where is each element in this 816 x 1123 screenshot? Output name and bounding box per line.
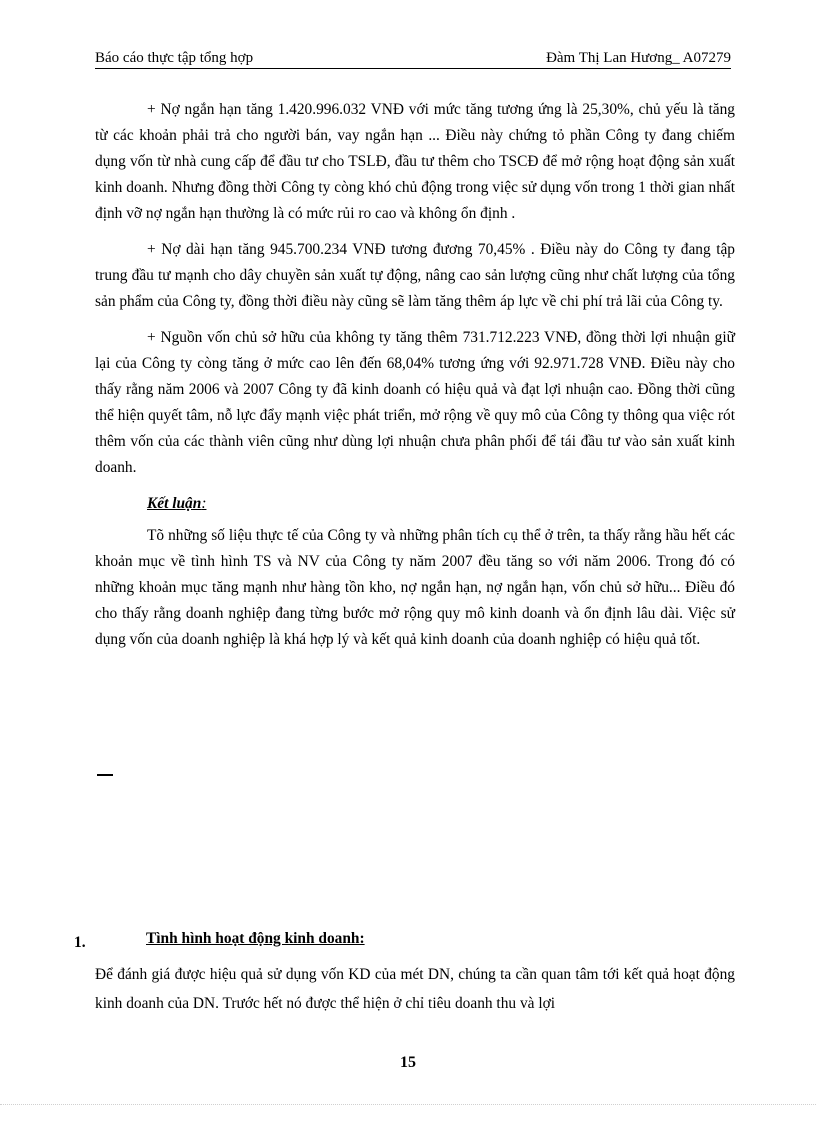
page-header — [95, 48, 731, 69]
paragraph-conclusion: Tõ những số liệu thực tế của Công ty và những phân tích cụ thể ở trên, ta thấy rằng hầu hết các khoản mục về tình hình TS và NV của Công ty năm 2007 đều tăng so với năm 2006. Trong đó có những khoản mục tăng mạnh như hàng tồn kho, nợ ngắn hạn, nợ ngắn hạn, vốn chủ sở hữu... Điều đó cho thấy rằng doanh nghiệp đang từng bước mở rộng quy mô kinh doanh và ổn định lâu dài. Việc sử dụng vốn của doanh nghiệp là khá hợp lý và kết quả kinh doanh của doanh nghiệp có hiệu quả tốt. — [95, 527, 735, 648]
paragraph-short-term-debt: + Nợ ngắn hạn tăng 1.420.996.032 VNĐ với mức tăng tương ứng là 25,30%, chủ yếu là tăng từ các khoản phải trả cho người bán, vay ngắn hạn ... Điều này chứng tỏ phần Công ty đang chiếm dụng vốn từ nhà cung cấp để đầu tư cho TSLĐ, đầu tư thêm cho TSCĐ để mở rộng hoạt động sản xuất kinh doanh. Nhưng đồng thời Công ty còng khó chủ động trong việc sử dụng vốn trong 1 thời gian nhất định vỡ nợ ngắn hạn thường là có mức rủi ro cao và không ổn định . — [95, 101, 735, 222]
conclusion-heading — [147, 491, 735, 517]
header-report-title: Báo cáo thực tập tổng hợp — [95, 50, 254, 66]
section-number: 1. — [74, 934, 86, 951]
page-number: 15 — [400, 1054, 416, 1071]
separator-dash — [97, 774, 113, 776]
section-paragraph: Để đánh giá được hiệu quả sử dụng vốn KD của mét DN, chúng ta cần quan tâm tới kết quả hoạt động kinh doanh của DN. Trước hết nó được thể hiện ở chỉ tiêu doanh thu và lợi — [95, 966, 735, 1012]
conclusion-heading-colon: : — [201, 495, 207, 512]
page-edge — [0, 1104, 816, 1105]
conclusion-heading-text: Kết luận — [147, 495, 202, 512]
paragraph-equity: + Nguồn vốn chủ sở hữu của không ty tăng thêm 731.712.223 VNĐ, đồng thời lợi nhuận giữ lại của Công ty còng tăng ở mức cao lên đến 68,04% tương ứng với 92.971.728 VNĐ. Điều này cho thấy rằng năm 2006 và 2007 Công ty đã kinh doanh có hiệu quả và đạt lợi nhuận cao. Đồng thời cũng thể hiện quyết tâm, nỗ lực đẩy mạnh việc phát triển, mở rộng về quy mô của Công ty thông qua việc rót thêm vốn của các thành viên cũng như dùng lợi nhuận chưa phân phối để tái đầu tư vào sản xuất kinh doanh. — [95, 329, 735, 476]
document-body — [95, 97, 735, 663]
section-title: Tình hình hoạt động kinh doanh: — [146, 930, 365, 947]
paragraph-long-term-debt: + Nợ dài hạn tăng 945.700.234 VNĐ tương đương 70,45% . Điều này do Công ty đang tập trung đầu tư mạnh cho dây chuyền sản xuất tự động, nâng cao sản lượng cũng như chất lượng của tổng sản phẩm của Công ty, đồng thời điều này cũng sẽ làm tăng thêm áp lực về chi phí trả lãi của Công ty. — [95, 241, 735, 310]
header-author: Đàm Thị Lan Hương_ A07279 — [546, 50, 731, 66]
